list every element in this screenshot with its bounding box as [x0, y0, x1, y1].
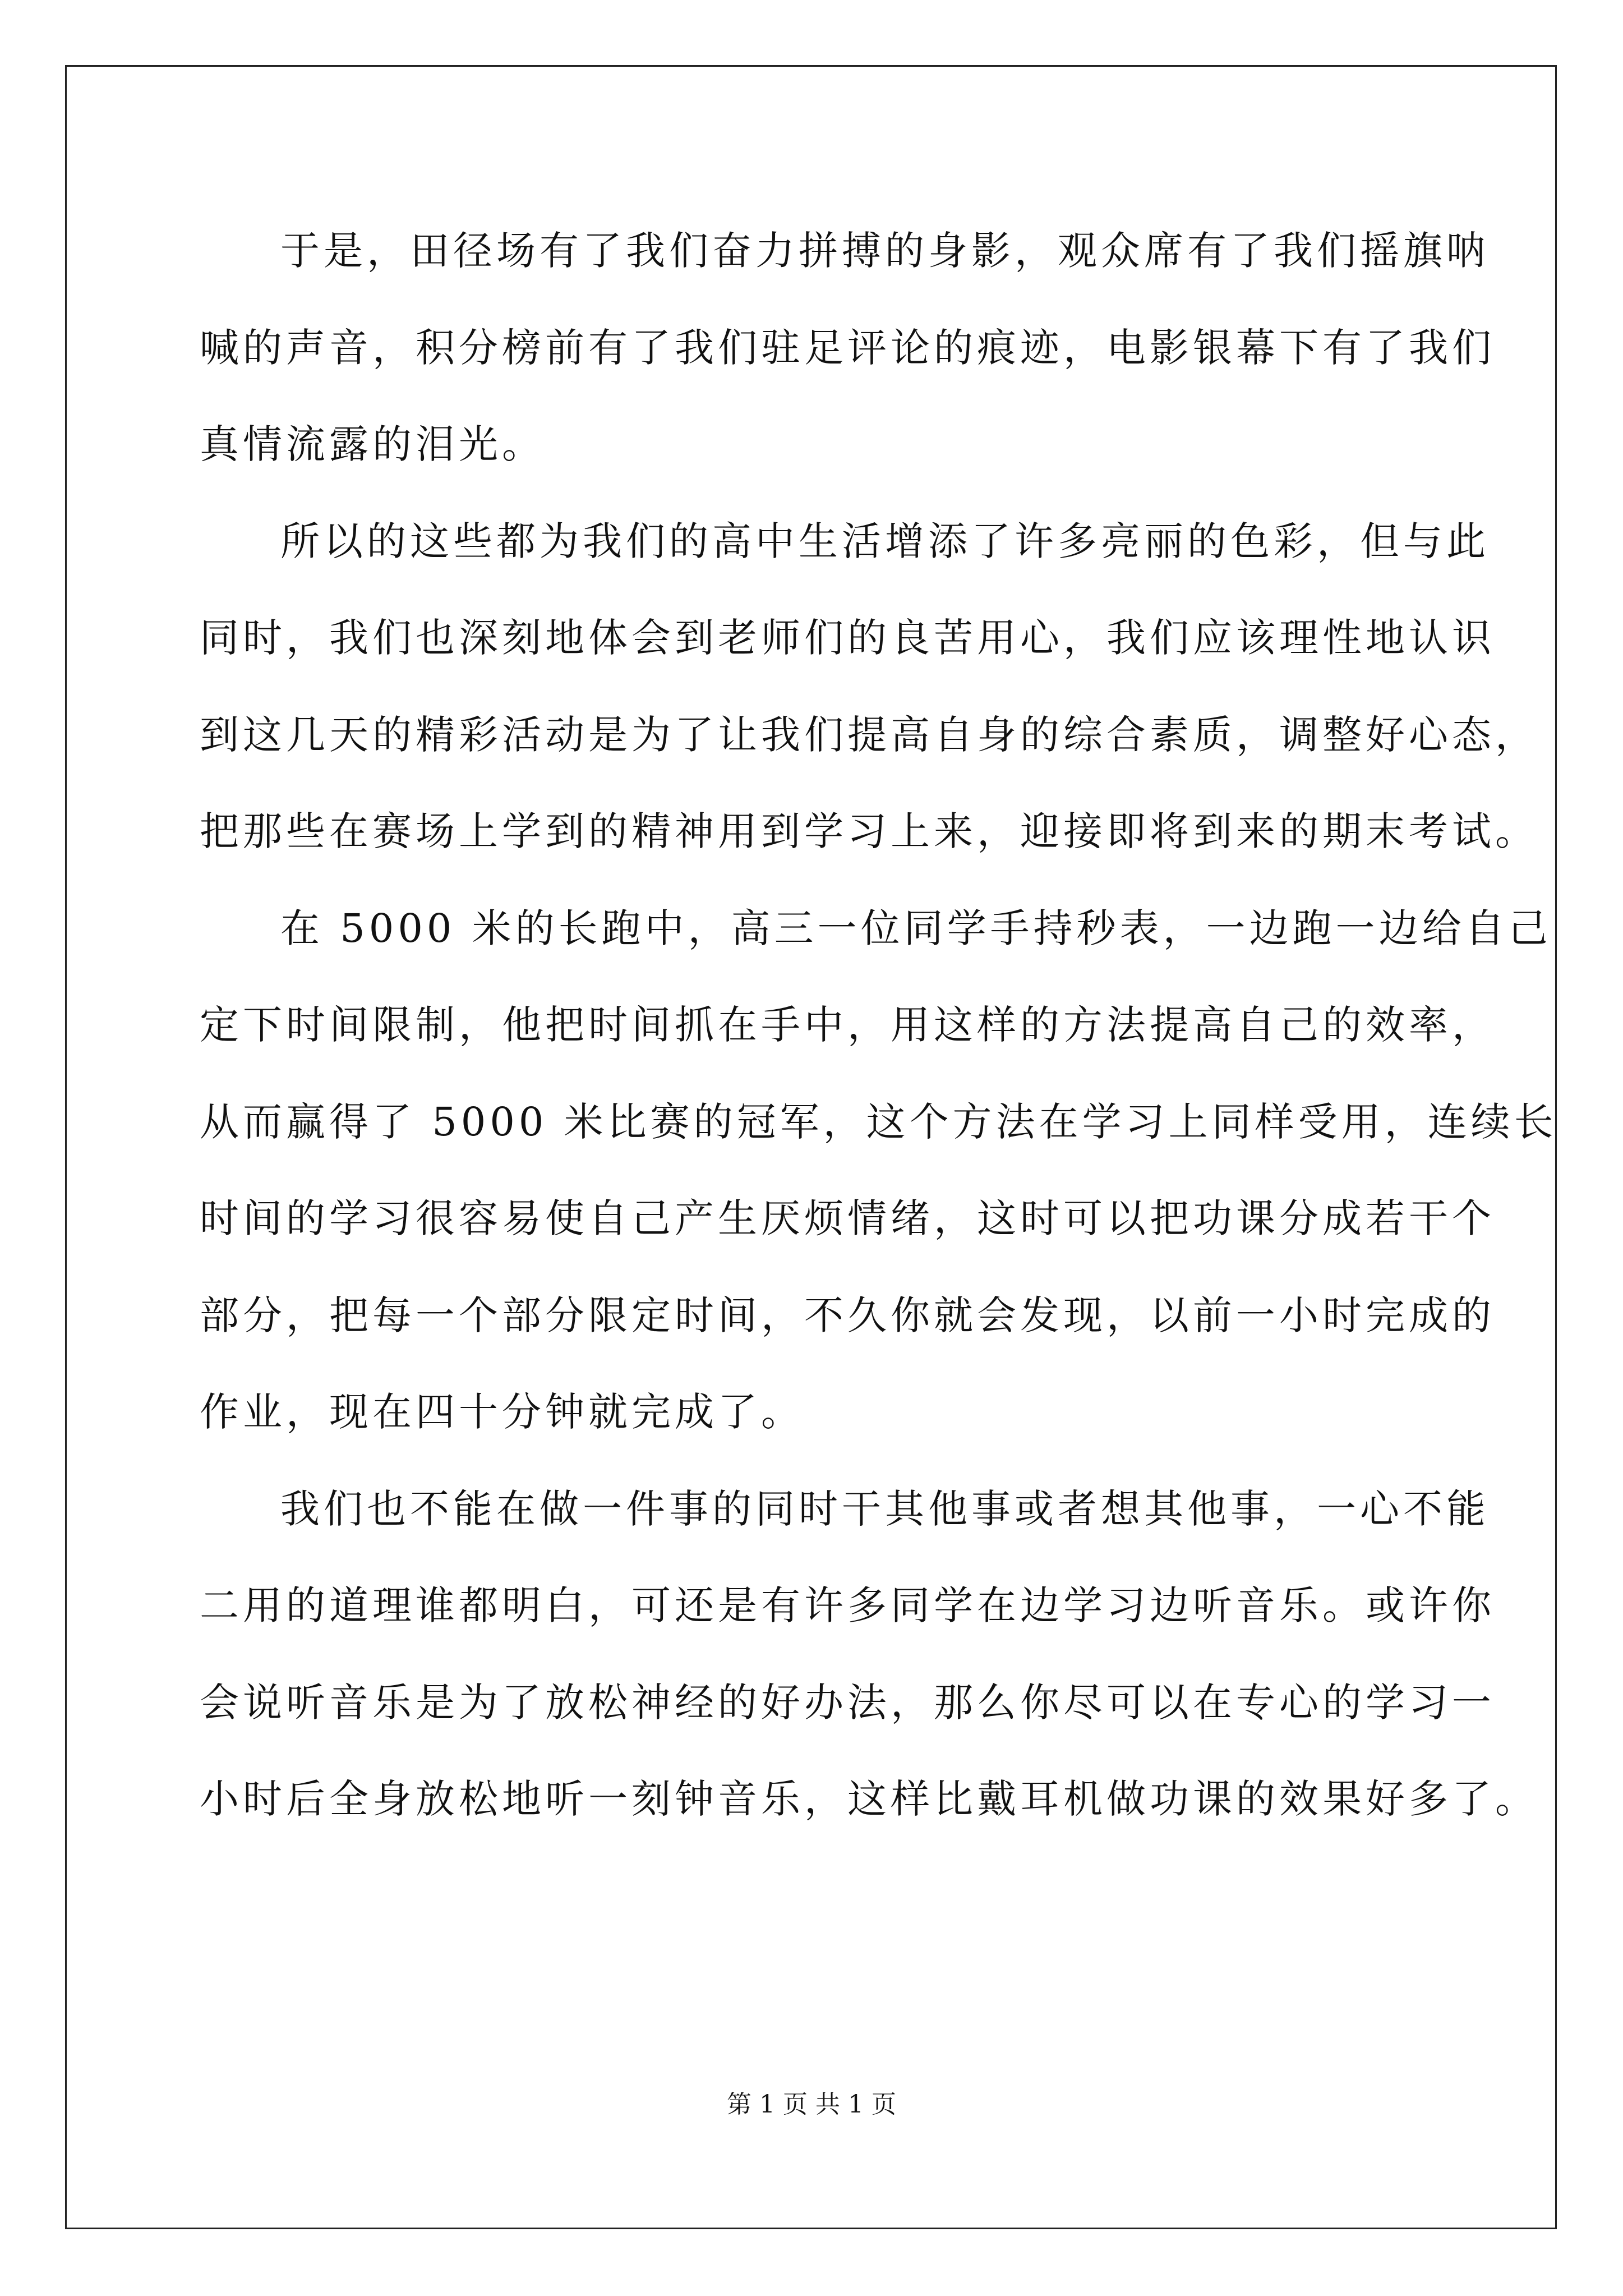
text-line: 我们也不能在做一件事的同时干其他事或者想其他事，一心不能: [280, 1485, 1490, 1532]
text-line: 真情流露的泪光。: [200, 421, 545, 467]
page-footer: 第 1 页 共 1 页: [727, 2090, 896, 2119]
paragraph: [200, 209, 1495, 499]
text-line: 到这几天的精彩活动是为了让我们提高自身的综合素质，调整好心态，: [200, 711, 1538, 758]
text-line: 时间的学习很容易使自己产生厌烦情绪，这时可以把功课分成若干个: [200, 1195, 1495, 1241]
paragraph: [200, 886, 1557, 1467]
paragraph: [200, 499, 1538, 886]
text-line: 定下时间限制，他把时间抓在手中，用这样的方法提高自己的效率，: [200, 1002, 1495, 1048]
text-line: 同时，我们也深刻地体会到老师们的良苦用心，我们应该理性地认识: [200, 615, 1495, 661]
text-line: 喊的声音，积分榜前有了我们驻足评论的痕迹，电影银幕下有了我们: [200, 324, 1495, 371]
text-line: 部分，把每一个部分限定时间，不久你就会发现，以前一小时完成的: [200, 1292, 1495, 1338]
document-body: [200, 209, 1557, 1854]
text-line: 所以的这些都为我们的高中生活增添了许多亮丽的色彩，但与此: [280, 518, 1490, 564]
text-line: 二用的道理谁都明白，可还是有许多同学在边学习边听音乐。或许你: [200, 1582, 1495, 1628]
text-line: 作业，现在四十分钟就完成了。: [200, 1389, 804, 1435]
text-line: 把那些在赛场上学到的精神用到学习上来，迎接即将到来的期末考试。: [200, 808, 1538, 854]
text-line: 在 5000 米的长跑中，高三一位同学手持秒表，一边跑一边给自己: [280, 905, 1552, 951]
text-line: 于是，田径场有了我们奋力拼搏的身影，观众席有了我们摇旗呐: [280, 228, 1490, 274]
text-line: 小时后全身放松地听一刻钟音乐，这样比戴耳机做功课的效果好多了。: [200, 1776, 1538, 1822]
paragraph: [200, 1467, 1538, 1854]
text-line: 会说听音乐是为了放松神经的好办法，那么你尽可以在专心的学习一: [200, 1679, 1495, 1726]
text-line: 从而赢得了 5000 米比赛的冠军，这个方法在学习上同样受用，连续长: [200, 1098, 1557, 1145]
